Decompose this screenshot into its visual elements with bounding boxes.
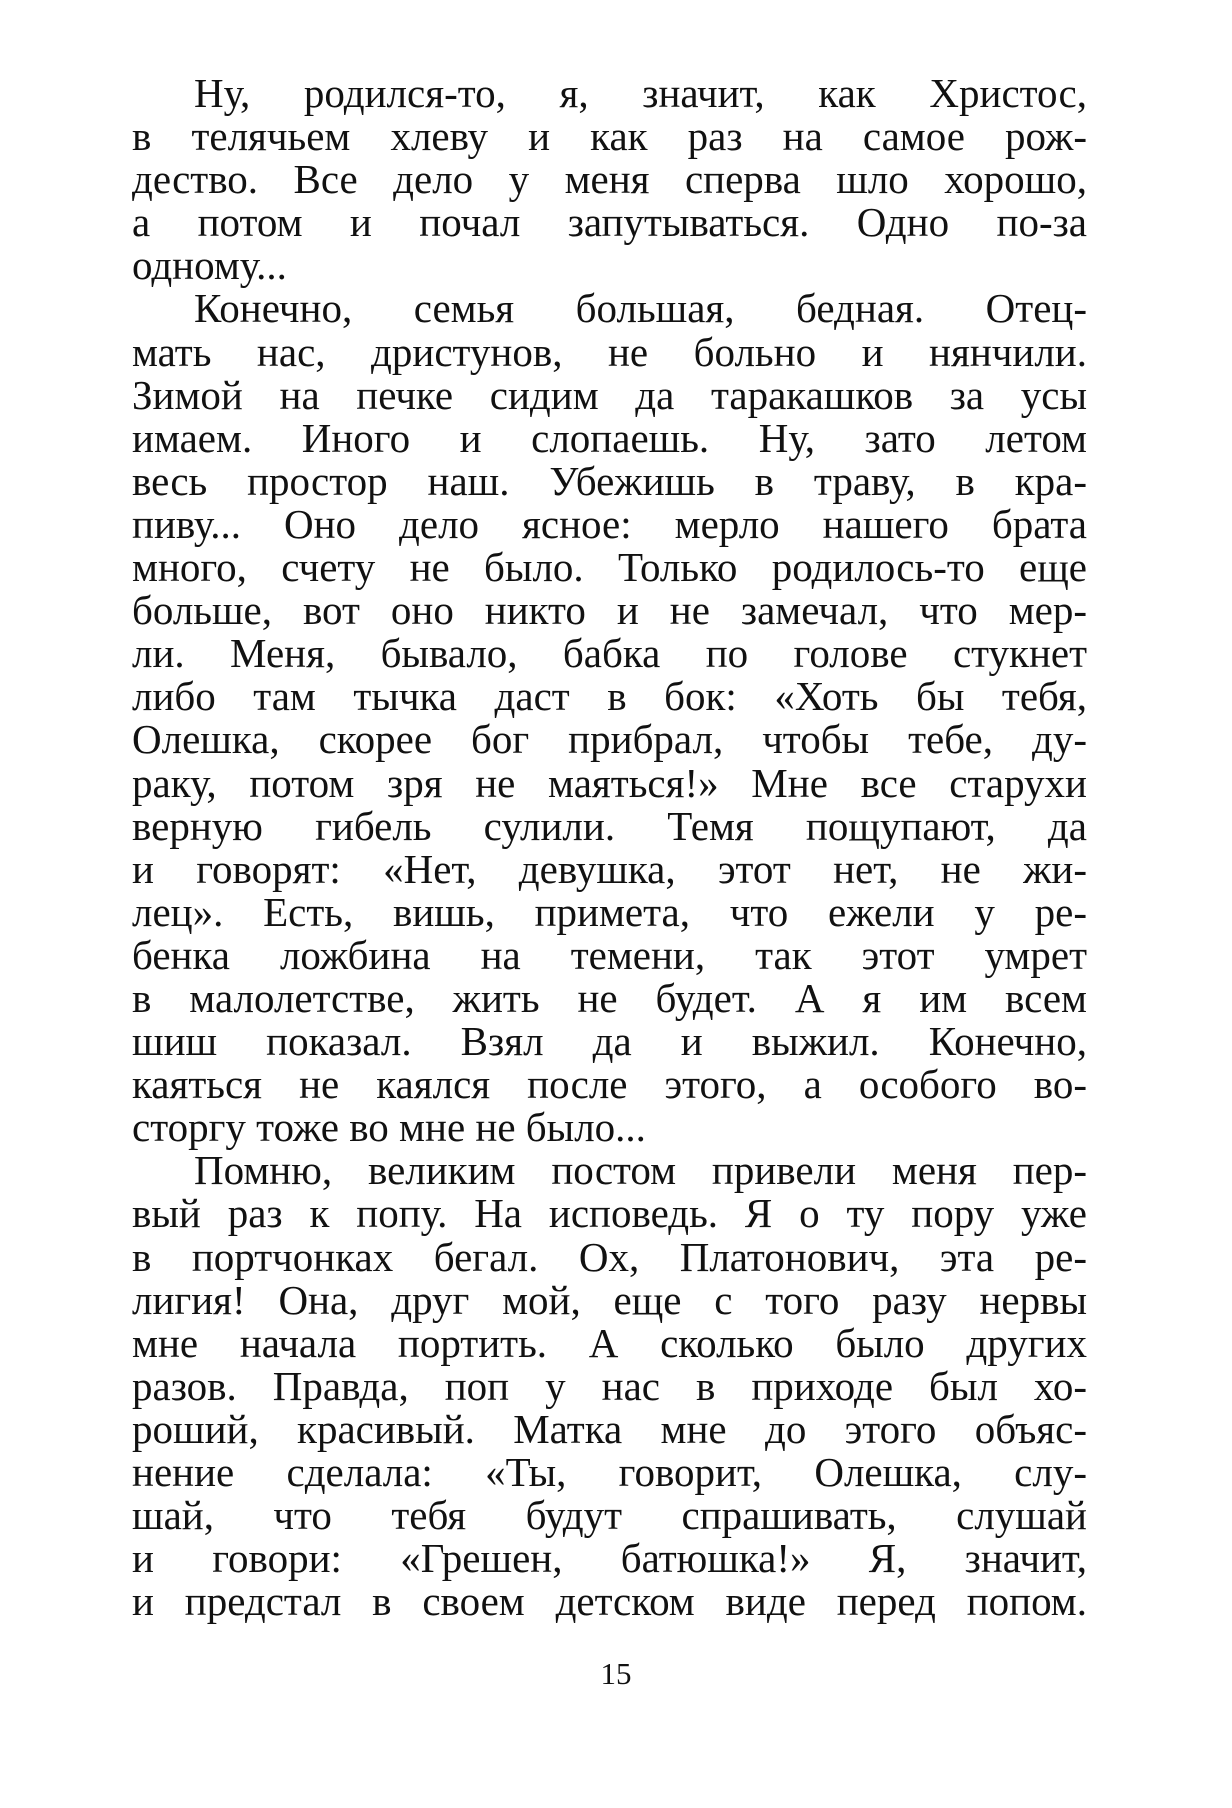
- text-line: ли. Меня, бывало, бабка по голове стукнет: [132, 630, 1087, 677]
- body-text: [132, 72, 1087, 1623]
- text-line: нение сделала: «Ты, говорит, Олешка, слу-: [132, 1449, 1087, 1495]
- text-line: раку, потом зря не маяться!» Мне все старухи: [132, 759, 1087, 806]
- text-line: мать нас, дристунов, не больно и нянчили.: [132, 328, 1087, 375]
- text-line: пиву... Оно дело ясное: мерло нашего брата: [132, 500, 1087, 547]
- page-number: 15: [600, 1656, 632, 1691]
- text-line: Помню, великим постом привели меня пер-: [194, 1147, 1087, 1194]
- text-line: разов. Правда, поп у нас в приходе был хо-: [132, 1362, 1087, 1409]
- text-line: верную гибель сулили. Темя пощупают, да: [132, 802, 1087, 849]
- text-line: больше, вот оно никто и не замечал, что мер-: [132, 587, 1087, 634]
- text-line: дество. Все дело у меня сперва шло хорошо,: [132, 156, 1087, 203]
- text-line: либо там тычка даст в бок: «Хоть бы тебя,: [132, 673, 1087, 720]
- text-line: в малолетстве, жить не будет. А я им всем: [132, 974, 1087, 1021]
- text-line: вый раз к попу. На исповедь. Я о ту пору уже: [132, 1190, 1087, 1237]
- text-line: и говори: «Грешен, батюшка!» Я, значит,: [132, 1535, 1087, 1582]
- text-line: много, счету не было. Только родилось-то еще: [132, 544, 1087, 591]
- text-line: бенка ложбина на темени, так этот умрет: [132, 931, 1087, 978]
- paragraph-3: [132, 1149, 1087, 1623]
- text-line: Зимой на печке сидим да таракашков за усы: [132, 371, 1087, 418]
- text-line: шай, что тебя будут спрашивать, слушай: [132, 1492, 1087, 1539]
- text-line: шиш показал. Взял да и выжил. Конечно,: [132, 1018, 1087, 1065]
- text-line: лец». Есть, вишь, примета, что ежели у ре-: [132, 888, 1087, 935]
- text-line: роший, красивый. Матка мне до этого объяс-: [132, 1405, 1087, 1452]
- text-line: Олешка, скорее бог прибрал, чтобы тебе, ду-: [132, 716, 1087, 763]
- text-line: в портчонках бегал. Ох, Платонович, эта ре-: [132, 1233, 1087, 1280]
- text-line: лигия! Она, друг мой, еще с того разу нервы: [132, 1276, 1087, 1323]
- text-line: одному...: [132, 242, 287, 289]
- text-line: сторгу тоже во мне не было...: [132, 1104, 646, 1151]
- text-line: Ну, родился-то, я, значит, как Христос,: [194, 70, 1087, 116]
- text-line: и предстал в своем детском виде перед попом.: [132, 1578, 1087, 1625]
- text-line: имаем. Иного и слопаешь. Ну, зато летом: [132, 414, 1087, 461]
- paragraph-1: [132, 72, 1087, 287]
- text-line: и говорят: «Нет, девушка, этот нет, не жи-: [132, 845, 1087, 892]
- text-line: а потом и почал запутываться. Одно по-за: [132, 199, 1087, 246]
- text-line: мне начала портить. А сколько было других: [132, 1319, 1087, 1366]
- text-line: Конечно, семья большая, бедная. Отец-: [194, 285, 1087, 332]
- text-line: весь простор наш. Убежишь в траву, в кра-: [132, 457, 1087, 504]
- text-line: каяться не каялся после этого, а особого во-: [132, 1061, 1087, 1108]
- paragraph-2: [132, 287, 1087, 1149]
- text-line: в телячьем хлеву и как раз на самое рож-: [132, 113, 1087, 160]
